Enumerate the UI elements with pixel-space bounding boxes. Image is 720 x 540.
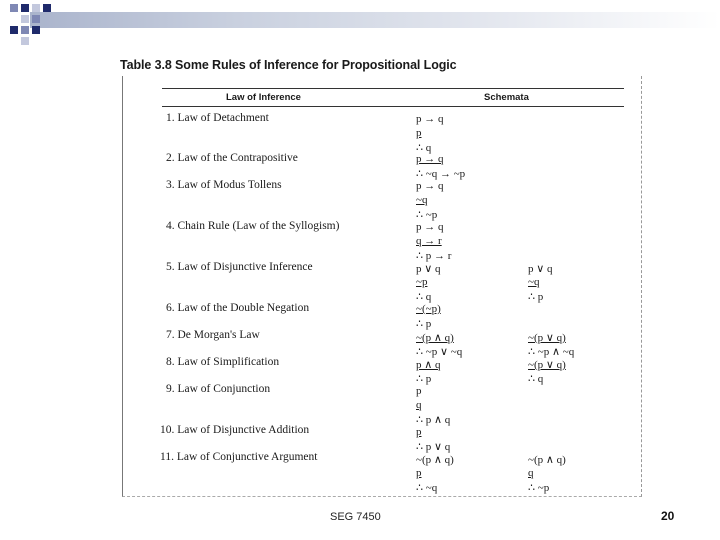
- schema-line: ~q: [416, 194, 428, 206]
- schema-line: p ∨ q: [528, 263, 553, 275]
- schema-line: q: [528, 467, 534, 479]
- schema-line: p: [416, 467, 422, 479]
- schema-line: p → q: [416, 180, 444, 192]
- page-number: 20: [661, 509, 675, 523]
- schema-line: ∴ q: [528, 373, 544, 385]
- column-header-law: Law of Inference: [226, 92, 301, 103]
- schema-line: ∴ p: [528, 291, 544, 303]
- law-label: 7. De Morgan's Law: [166, 329, 260, 341]
- schema-line: ∴ ~q: [416, 482, 438, 494]
- schema-line: q: [416, 399, 422, 411]
- law-label: 9. Law of Conjunction: [166, 383, 271, 395]
- schema-line: ∴ ~p: [416, 209, 438, 221]
- schema-line: p → q: [416, 113, 444, 125]
- schema-line: q → r: [416, 235, 442, 247]
- deco-square: [10, 4, 18, 12]
- schema-line: p: [416, 426, 422, 438]
- schema-line: ∴ ~q → ~p: [416, 168, 466, 180]
- header-gradient-bar: [30, 12, 720, 28]
- column-header-schemata: Schemata: [484, 92, 529, 103]
- schema-line: ~(p ∨ q): [528, 359, 566, 371]
- deco-square: [43, 4, 51, 12]
- header-rule-top: [162, 88, 624, 89]
- deco-square: [21, 15, 29, 23]
- schema-line: ~(p ∧ q): [528, 454, 566, 466]
- deco-square: [21, 26, 29, 34]
- schema-line: p ∨ q: [416, 263, 441, 275]
- schema-line: ∴ ~p ∨ ~q: [416, 346, 463, 358]
- schema-line: p: [416, 385, 422, 397]
- law-label: 1. Law of Detachment: [166, 112, 269, 124]
- law-label: 2. Law of the Contrapositive: [166, 152, 298, 164]
- law-label: 6. Law of the Double Negation: [166, 302, 310, 314]
- schema-line: p → q: [416, 153, 444, 165]
- schema-line: ∴ p: [416, 373, 432, 385]
- schema-line: ~q: [528, 276, 540, 288]
- footer-course-code: SEG 7450: [330, 511, 381, 523]
- schema-line: ∴ q: [416, 142, 432, 154]
- deco-square: [21, 37, 29, 45]
- header-rule-bottom: [162, 106, 624, 107]
- deco-square: [10, 26, 18, 34]
- schema-line: ~(~p): [416, 303, 441, 315]
- deco-square: [32, 15, 40, 23]
- schema-line: ∴ p ∨ q: [416, 441, 451, 453]
- schema-line: ~(p ∨ q): [528, 332, 566, 344]
- schema-line: ~p: [416, 276, 428, 288]
- schema-line: ~(p ∧ q): [416, 454, 454, 466]
- law-label: 8. Law of Simplification: [166, 356, 280, 368]
- deco-square: [32, 26, 40, 34]
- schema-line: ∴ ~p: [528, 482, 550, 494]
- schema-line: ∴ ~p ∧ ~q: [528, 346, 575, 358]
- schema-line: p → q: [416, 221, 444, 233]
- law-label: 4. Chain Rule (Law of the Syllogism): [166, 220, 340, 232]
- table-title: Table 3.8 Some Rules of Inference for Propositional Logic: [120, 58, 457, 72]
- schema-line: ~(p ∧ q): [416, 332, 454, 344]
- law-label: 11. Law of Conjunctive Argument: [160, 451, 318, 463]
- deco-square: [21, 4, 29, 12]
- schema-line: ∴ p → r: [416, 250, 452, 262]
- law-label: 10. Law of Disjunctive Addition: [160, 424, 310, 436]
- schema-line: p: [416, 127, 422, 139]
- schema-line: ∴ q: [416, 291, 432, 303]
- schema-line: p ∧ q: [416, 359, 441, 371]
- rules-of-inference-table: [118, 54, 646, 504]
- deco-square: [32, 4, 40, 12]
- schema-line: ∴ p ∧ q: [416, 414, 451, 426]
- schema-line: ∴ p: [416, 318, 432, 330]
- law-label: 3. Law of Modus Tollens: [166, 179, 282, 191]
- law-label: 5. Law of Disjunctive Inference: [166, 261, 313, 273]
